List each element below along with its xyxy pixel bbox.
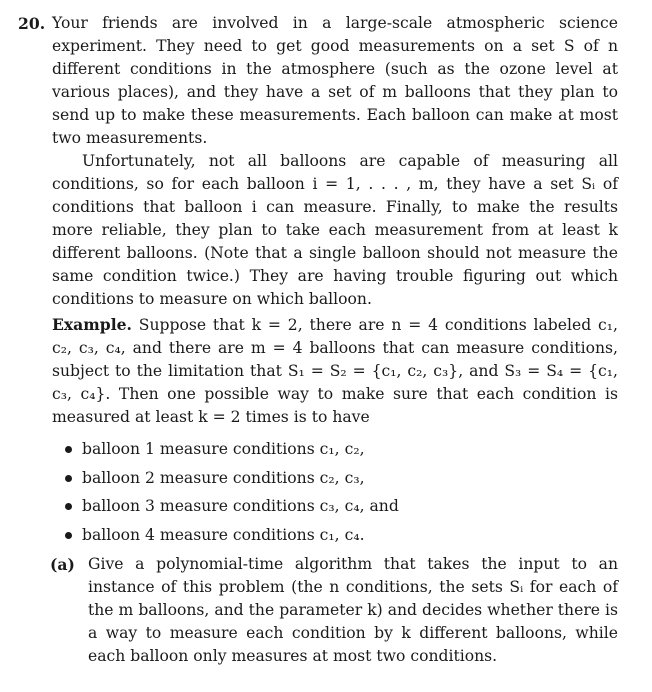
list-item-text: balloon 3 measure conditions c₃, c₄, and [82,497,399,515]
bullet-icon [65,446,72,453]
paragraph-intro: Your friends are involved in a large-scale atmospheric science experiment. They need to get good measurements on a set S of n different conditions in the atmosphere (such as the ozone level at various places), and they have a set of m balloons that they plan to send up to make these measurements. Each balloon can make at most two measurements. [52,14,618,147]
bullet-icon [65,532,72,539]
list-item-text: balloon 4 measure conditions c₁, c₄. [82,525,365,544]
part-a [52,553,618,668]
problem-body [52,12,618,668]
bullet-icon [65,475,72,482]
list-item [52,521,618,550]
example-label: Example. [52,315,132,334]
list-item-text: balloon 1 measure conditions c₁, c₂, [82,440,365,458]
list-item [52,464,618,493]
problem-number: 20. [18,14,46,33]
paragraph-constraints: Unfortunately, not all balloons are capable of measuring all conditions, so for each balloon i = 1, . . . , m, they have a set Sᵢ of conditions that balloon i can measure. Finally, to make the results more reliable, they plan to take each measurement from at least k different balloons. (Note that a single balloon should not measure the same condition twice.) They are having trouble figuring out which conditions to measure on which balloon. [52,152,618,308]
bullet-icon [65,503,72,510]
list-item [52,492,618,521]
problem-20 [18,12,618,668]
balloon-list [52,435,618,549]
part-a-label: (a) [50,555,75,574]
example-text: Suppose that k = 2, there are n = 4 conditions labeled c₁, c₂, c₃, c₄, and there are m = 4 balloons that can measure conditions, subject to the limitation that S₁ = S₂ = {c₁, c₂, c₃}, and S₃ = S₄ = {c₁, c₃, c₄}. Then one possible way to make sure that each condition is measured at least k = 2 times is to have [52,316,618,426]
list-item [52,435,618,464]
part-a-text: Give a polynomial-time algorithm that takes the input to an instance of this problem (the n conditions, the sets Sᵢ for each of the m balloons, and the parameter k) and decides whether there is a way to measure each condition by k different balloons, while each balloon only measures at most two conditions. [88,555,618,665]
list-item-text: balloon 2 measure conditions c₂, c₃, [82,468,365,487]
example-paragraph [52,313,618,429]
